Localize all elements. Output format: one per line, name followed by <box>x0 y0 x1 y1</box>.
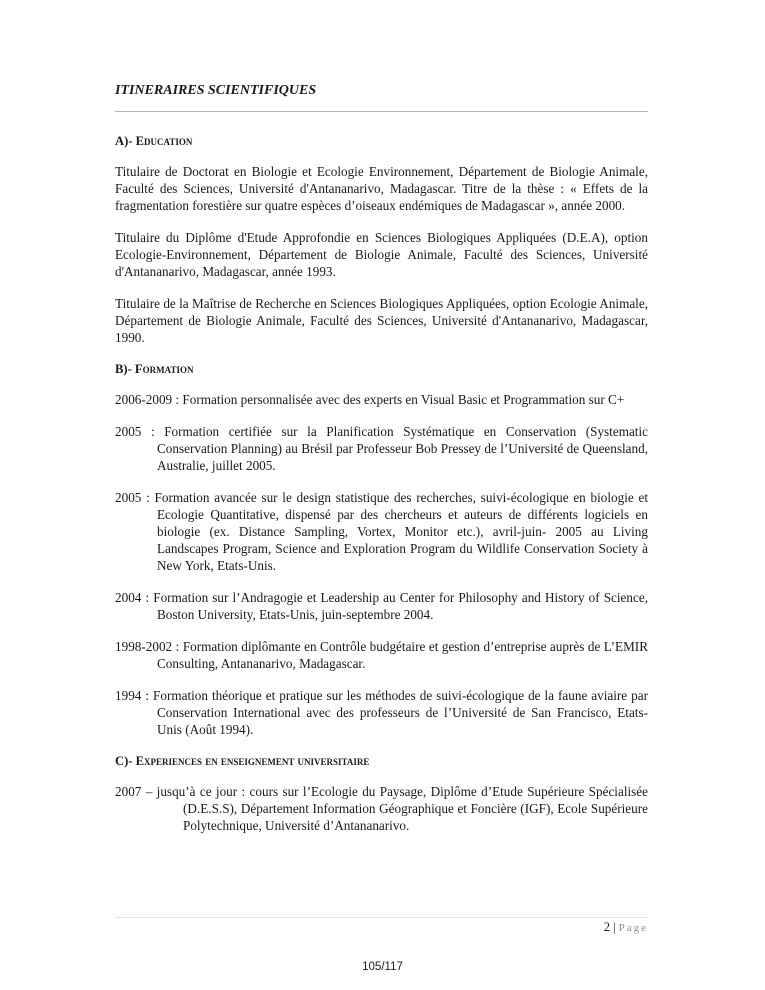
footer-divider <box>115 917 648 918</box>
entry-text: Formation diplômante en Contrôle budgétaire et gestion d’entreprise auprès de L’EMIR Consulting, Antananarivo, Madagascar. <box>157 639 648 671</box>
experience-entry <box>115 783 648 834</box>
education-paragraph: Titulaire du Diplôme d'Etude Approfondie en Sciences Biologiques Appliquées (D.E.A), option Ecologie-Environnement, Département de Biologie Animale, Faculté des Sciences, Université d'Antananarivo, Madagascar, année 1993. <box>115 230 648 279</box>
entry-text: Formation personnalisée avec des experts en Visual Basic et Programmation sur C+ <box>182 392 625 407</box>
page-number-value: 2 <box>603 920 611 934</box>
document-page-counter: 105/117 <box>362 961 403 973</box>
formation-entry <box>115 391 648 408</box>
entry-text: Formation avancée sur le design statistique des recherches, suivi-écologique en biologie et Ecologie Quantitative, dispensé par des chercheurs et auteurs de différents logiciels en biologie (ex. Distance Sampling, Vortex, Monitor etc.), avril-juin- 2005 au Living Landscapes Program, Science and Exploration Program du Wildlife Conservation Society à New York, Etats-Unis. <box>154 490 648 573</box>
formation-entry <box>115 489 648 574</box>
entry-text: Formation théorique et pratique sur les méthodes de suivi-écologique de la faune aviaire par Conservation International avec des professeurs de l’Université de San Francisco, Etats- Unis (Août 1994). <box>153 688 648 737</box>
section-heading-experiences: C)- Experiences en enseignement universitaire <box>115 754 370 768</box>
education-paragraph: Titulaire de la Maîtrise de Recherche en Sciences Biologiques Appliquées, option Ecologie Animale, Département de Biologie Animale, Faculté des Sciences, Université d'Antananarivo, Madagascar, 1990. <box>115 296 648 345</box>
entry-date: 2007 – jusqu’à ce jour : <box>115 784 246 799</box>
page-title: ITINERAIRES SCIENTIFIQUES <box>115 83 317 98</box>
page-number-separator: | <box>613 920 616 934</box>
education-paragraph: Titulaire de Doctorat en Biologie et Ecologie Environnement, Département de Biologie Animale, Faculté des Sciences, Université d'Antananarivo, Madagascar. Titre de la thèse : « Effets de la fragmentation forestière sur quatre espèces d’oiseaux endémiques de Madagascar », année 2000. <box>115 164 648 213</box>
page-number <box>604 920 648 935</box>
formation-entry <box>115 687 648 738</box>
entry-text: Formation sur l’Andragogie et Leadership au Center for Philosophy and History of Science, Boston University, Etats-Unis, juin-septembre 2004. <box>153 590 649 622</box>
section-heading-education: A)- Education <box>115 134 193 148</box>
formation-entry <box>115 589 648 623</box>
title-divider <box>115 111 648 112</box>
document-body <box>115 133 648 849</box>
entry-date: 1994 : <box>115 688 150 703</box>
entry-date: 2005 : <box>115 490 150 505</box>
page-label: Page <box>618 922 648 934</box>
section-heading-formation: B)- Formation <box>115 362 194 376</box>
entry-date: 1998-2002 : <box>115 639 180 654</box>
entry-date: 2004 : <box>115 590 150 605</box>
entry-date: 2006-2009 : <box>115 392 180 407</box>
formation-entry <box>115 423 648 474</box>
entry-text: cours sur l’Ecologie du Paysage, Diplôme d’Etude Supérieure Spécialisée (D.E.S.S), Département Information Géographique et Foncière (IGF), Ecole Supérieure Polytechnique, Université d’Antananarivo. <box>183 784 648 833</box>
formation-entry <box>115 638 648 672</box>
entry-date: 2005 : <box>115 424 155 439</box>
entry-text: Formation certifiée sur la Planification Systématique en Conservation (Systematic Conservation Planning) au Brésil par Professeur Bob Pressey de l’Université de Queensland, Australie, juillet 2005. <box>157 424 648 473</box>
